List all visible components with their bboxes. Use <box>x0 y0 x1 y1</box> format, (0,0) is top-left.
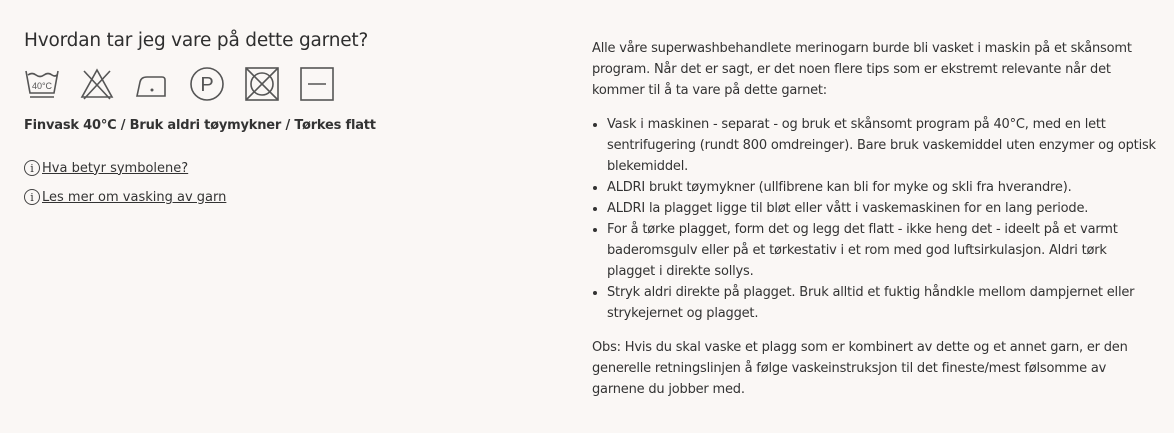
no-tumble-dry-icon <box>244 66 280 102</box>
washing-guide-label: Les mer om vasking av garn <box>42 189 227 205</box>
care-instructions <box>592 38 1157 400</box>
svg-text:40°C: 40°C <box>31 81 53 91</box>
dry-clean-p-icon <box>189 66 225 102</box>
symbols-help-link[interactable] <box>24 159 544 177</box>
care-summary: Finvask 40°C / Bruk aldri tøymykner / Tørkes flatt <box>24 118 376 133</box>
wash-40-gentle-icon <box>24 66 60 102</box>
no-bleach-icon <box>79 66 115 102</box>
symbols-help-label: Hva betyr symbolene? <box>42 160 189 176</box>
care-symbols <box>24 66 544 102</box>
info-icon: i <box>24 189 40 205</box>
care-section <box>24 30 544 217</box>
washing-guide-link[interactable] <box>24 188 544 206</box>
note-text: Obs: Hvis du skal vaske et plagg som er kombinert av dette og et annet garn, er den generelle retningslinjen å følge vaskeinstruksjon til det fineste/mest følsomme av garnene du jobber med. <box>592 340 1128 397</box>
dry-flat-icon <box>299 66 335 102</box>
iron-low-icon <box>134 66 170 102</box>
info-links <box>24 159 544 206</box>
list-item: • Stryk aldri direkte på plagget. Bruk alltid et fuktig håndkle mellom dampjernet eller strykejernet og plagget. <box>607 282 1157 324</box>
intro-text: Alle våre superwashbehandlete merinogarn burde bli vasket i maskin på et skånsomt program. Når det er sagt, er det noen flere tips som er ekstremt relevante når det kommer til å ta vare på dette garnet: <box>592 41 1132 98</box>
list-item: • For å tørke plagget, form det og legg det flatt - ikke heng det - ideelt på et varmt baderomsgulv eller på et tørkestativ i et rom med god luftsirkulasjon. Aldri tørk plagget i direkte sollys. <box>607 219 1157 282</box>
svg-text:P: P <box>200 74 214 96</box>
list-item: • Vask i maskinen - separat - og bruk et skånsomt program på 40°C, med en lett sentrifugering (rundt 800 omdreinger). Bare bruk vaskemiddel uten enzymer og optisk blekemiddel. <box>607 114 1157 177</box>
care-title: Hvordan tar jeg vare på dette garnet? <box>24 30 369 51</box>
info-icon: i <box>24 160 40 176</box>
list-item: • ALDRI la plagget ligge til bløt eller vått i vaskemaskinen for en lang periode. <box>607 198 1157 219</box>
list-item: • ALDRI brukt tøymykner (ullfibrene kan bli for myke og skli fra hverandre). <box>607 177 1157 198</box>
instruction-list <box>592 114 1157 324</box>
